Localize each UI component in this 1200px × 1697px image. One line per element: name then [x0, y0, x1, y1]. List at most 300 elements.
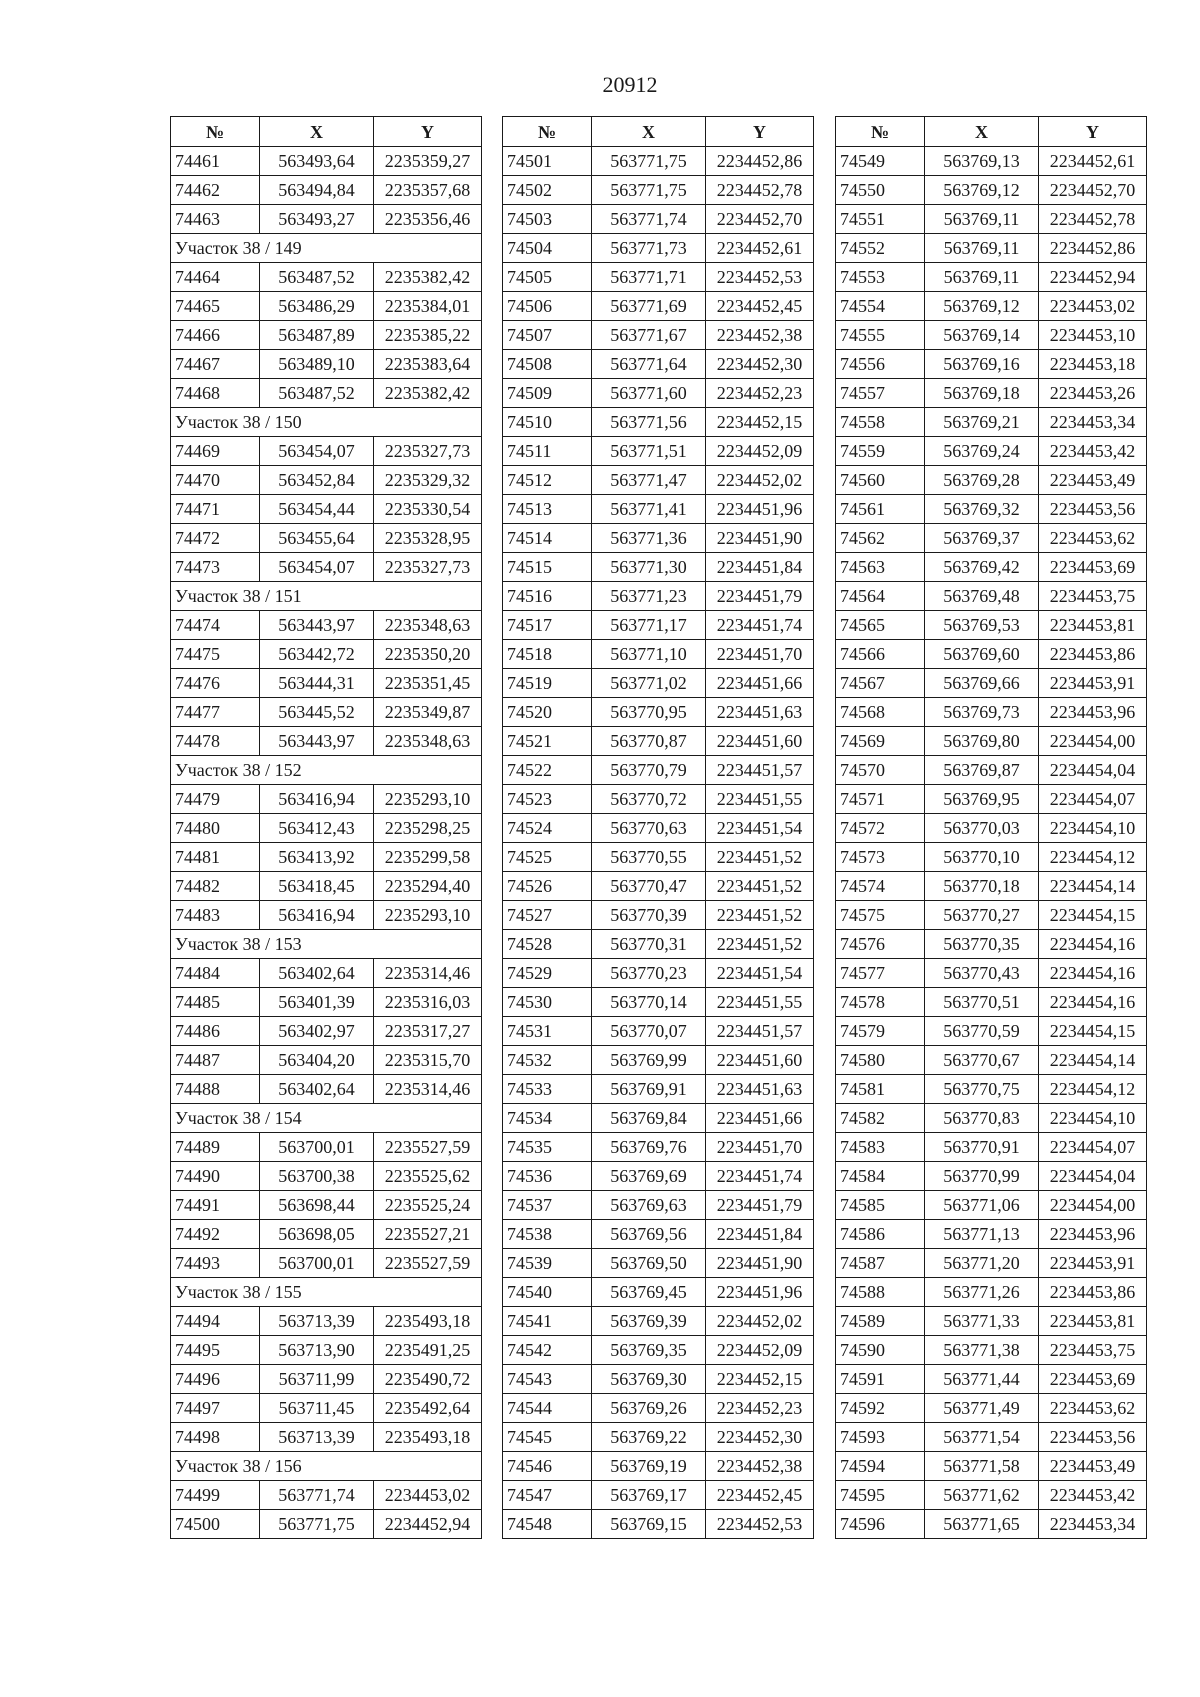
point-number-cell: 74511 — [503, 437, 592, 466]
y-coordinate-cell: 2234453,81 — [1039, 611, 1147, 640]
x-coordinate-cell: 563769,99 — [592, 1046, 706, 1075]
y-coordinate-cell: 2235492,64 — [374, 1394, 482, 1423]
x-coordinate-cell: 563771,54 — [925, 1423, 1039, 1452]
x-coordinate-cell: 563770,67 — [925, 1046, 1039, 1075]
x-coordinate-cell: 563700,01 — [260, 1249, 374, 1278]
section-label: Участок 38 / 153 — [171, 930, 482, 959]
x-coordinate-cell: 563769,22 — [592, 1423, 706, 1452]
table-row — [836, 1481, 1147, 1510]
point-number-cell: 74517 — [503, 611, 592, 640]
table-row — [503, 640, 814, 669]
section-row — [171, 1104, 482, 1133]
point-number-cell: 74569 — [836, 727, 925, 756]
table-row — [836, 814, 1147, 843]
point-number-cell: 74498 — [171, 1423, 260, 1452]
point-number-cell: 74469 — [171, 437, 260, 466]
y-coordinate-cell: 2235293,10 — [374, 785, 482, 814]
y-coordinate-cell: 2234452,09 — [706, 1336, 814, 1365]
x-coordinate-cell: 563770,43 — [925, 959, 1039, 988]
point-number-cell: 74508 — [503, 350, 592, 379]
y-coordinate-cell: 2234451,57 — [706, 1017, 814, 1046]
y-coordinate-cell: 2234451,70 — [706, 1133, 814, 1162]
point-number-cell: 74581 — [836, 1075, 925, 1104]
point-number-cell: 74587 — [836, 1249, 925, 1278]
point-number-cell: 74530 — [503, 988, 592, 1017]
point-number-cell: 74573 — [836, 843, 925, 872]
table-row — [171, 1423, 482, 1452]
point-number-cell: 74501 — [503, 147, 592, 176]
y-coordinate-cell: 2234453,18 — [1039, 350, 1147, 379]
table-row — [171, 611, 482, 640]
y-coordinate-cell: 2235348,63 — [374, 611, 482, 640]
x-coordinate-cell: 563700,38 — [260, 1162, 374, 1191]
point-number-cell: 74470 — [171, 466, 260, 495]
table-row — [503, 959, 814, 988]
y-coordinate-cell: 2235382,42 — [374, 379, 482, 408]
x-coordinate-cell: 563771,62 — [925, 1481, 1039, 1510]
point-number-cell: 74570 — [836, 756, 925, 785]
x-coordinate-cell: 563418,45 — [260, 872, 374, 901]
point-number-cell: 74532 — [503, 1046, 592, 1075]
table-row — [171, 843, 482, 872]
point-number-cell: 74567 — [836, 669, 925, 698]
table-row — [503, 292, 814, 321]
point-number-cell: 74473 — [171, 553, 260, 582]
x-coordinate-cell: 563713,39 — [260, 1423, 374, 1452]
table-row — [836, 1104, 1147, 1133]
x-coordinate-cell: 563489,10 — [260, 350, 374, 379]
y-coordinate-cell: 2234452,09 — [706, 437, 814, 466]
y-coordinate-cell: 2234454,07 — [1039, 1133, 1147, 1162]
table-row — [171, 1394, 482, 1423]
table-row — [836, 437, 1147, 466]
y-coordinate-cell: 2234452,53 — [706, 1510, 814, 1539]
x-coordinate-cell: 563698,05 — [260, 1220, 374, 1249]
y-coordinate-cell: 2234451,55 — [706, 988, 814, 1017]
table-row — [503, 1191, 814, 1220]
table-row — [171, 1307, 482, 1336]
point-number-cell: 74579 — [836, 1017, 925, 1046]
x-coordinate-cell: 563770,95 — [592, 698, 706, 727]
x-coordinate-cell: 563769,35 — [592, 1336, 706, 1365]
y-coordinate-cell: 2235327,73 — [374, 437, 482, 466]
x-coordinate-cell: 563770,10 — [925, 843, 1039, 872]
x-coordinate-cell: 563416,94 — [260, 901, 374, 930]
y-coordinate-cell: 2235525,24 — [374, 1191, 482, 1220]
x-coordinate-cell: 563770,03 — [925, 814, 1039, 843]
table-row — [503, 756, 814, 785]
point-number-cell: 74549 — [836, 147, 925, 176]
section-row — [171, 1452, 482, 1481]
y-coordinate-cell: 2235493,18 — [374, 1307, 482, 1336]
y-coordinate-cell: 2234451,63 — [706, 698, 814, 727]
table-row — [171, 1162, 482, 1191]
point-number-cell: 74543 — [503, 1365, 592, 1394]
table-row — [503, 1249, 814, 1278]
point-number-cell: 74518 — [503, 640, 592, 669]
y-coordinate-cell: 2235314,46 — [374, 959, 482, 988]
y-coordinate-cell: 2235383,64 — [374, 350, 482, 379]
table-row — [171, 785, 482, 814]
point-number-cell: 74541 — [503, 1307, 592, 1336]
y-coordinate-cell: 2234451,60 — [706, 1046, 814, 1075]
y-coordinate-cell: 2235385,22 — [374, 321, 482, 350]
table-row — [503, 466, 814, 495]
point-number-cell: 74525 — [503, 843, 592, 872]
table-row — [503, 408, 814, 437]
x-coordinate-cell: 563769,28 — [925, 466, 1039, 495]
table-row — [503, 698, 814, 727]
x-coordinate-cell: 563769,11 — [925, 205, 1039, 234]
x-coordinate-cell: 563713,90 — [260, 1336, 374, 1365]
x-coordinate-cell: 563769,76 — [592, 1133, 706, 1162]
y-coordinate-cell: 2234453,69 — [1039, 1365, 1147, 1394]
table-row — [836, 1307, 1147, 1336]
y-coordinate-cell: 2235329,32 — [374, 466, 482, 495]
x-coordinate-cell: 563769,21 — [925, 408, 1039, 437]
y-coordinate-cell: 2235314,46 — [374, 1075, 482, 1104]
y-coordinate-cell: 2234451,55 — [706, 785, 814, 814]
table-row — [836, 640, 1147, 669]
y-coordinate-cell: 2234452,30 — [706, 350, 814, 379]
point-number-cell: 74561 — [836, 495, 925, 524]
point-number-cell: 74482 — [171, 872, 260, 901]
point-number-cell: 74576 — [836, 930, 925, 959]
x-coordinate-cell: 563444,31 — [260, 669, 374, 698]
x-coordinate-cell: 563769,37 — [925, 524, 1039, 553]
y-coordinate-cell: 2234453,96 — [1039, 1220, 1147, 1249]
x-coordinate-cell: 563455,64 — [260, 524, 374, 553]
y-coordinate-cell: 2234454,16 — [1039, 959, 1147, 988]
point-number-cell: 74536 — [503, 1162, 592, 1191]
table-row — [503, 379, 814, 408]
y-coordinate-cell: 2234451,74 — [706, 611, 814, 640]
point-number-cell: 74555 — [836, 321, 925, 350]
point-number-cell: 74552 — [836, 234, 925, 263]
x-coordinate-cell: 563713,39 — [260, 1307, 374, 1336]
table-row — [836, 785, 1147, 814]
x-coordinate-cell: 563769,73 — [925, 698, 1039, 727]
y-coordinate-cell: 2235491,25 — [374, 1336, 482, 1365]
table-row — [171, 321, 482, 350]
point-number-cell: 74515 — [503, 553, 592, 582]
point-number-cell: 74492 — [171, 1220, 260, 1249]
y-coordinate-cell: 2235527,21 — [374, 1220, 482, 1249]
point-number-cell: 74461 — [171, 147, 260, 176]
table-row — [836, 379, 1147, 408]
table-row — [171, 1249, 482, 1278]
table-row — [836, 524, 1147, 553]
y-coordinate-cell: 2234451,84 — [706, 1220, 814, 1249]
point-number-cell: 74577 — [836, 959, 925, 988]
point-number-cell: 74553 — [836, 263, 925, 292]
point-number-cell: 74533 — [503, 1075, 592, 1104]
y-coordinate-cell: 2234451,60 — [706, 727, 814, 756]
x-coordinate-cell: 563770,23 — [592, 959, 706, 988]
y-coordinate-cell: 2234453,34 — [1039, 408, 1147, 437]
y-coordinate-cell: 2234454,10 — [1039, 814, 1147, 843]
header-number: № — [836, 117, 925, 147]
table-row — [836, 1162, 1147, 1191]
y-coordinate-cell: 2235327,73 — [374, 553, 482, 582]
point-number-cell: 74595 — [836, 1481, 925, 1510]
point-number-cell: 74590 — [836, 1336, 925, 1365]
point-number-cell: 74566 — [836, 640, 925, 669]
point-number-cell: 74522 — [503, 756, 592, 785]
x-coordinate-cell: 563771,64 — [592, 350, 706, 379]
point-number-cell: 74505 — [503, 263, 592, 292]
table-row — [171, 640, 482, 669]
y-coordinate-cell: 2234452,38 — [706, 1452, 814, 1481]
table-row — [503, 234, 814, 263]
table-row — [836, 756, 1147, 785]
point-number-cell: 74524 — [503, 814, 592, 843]
page-number: 20912 — [602, 72, 658, 97]
point-number-cell: 74497 — [171, 1394, 260, 1423]
y-coordinate-cell: 2234453,49 — [1039, 466, 1147, 495]
point-number-cell: 74537 — [503, 1191, 592, 1220]
point-number-cell: 74575 — [836, 901, 925, 930]
x-coordinate-cell: 563769,45 — [592, 1278, 706, 1307]
x-coordinate-cell: 563771,26 — [925, 1278, 1039, 1307]
x-coordinate-cell: 563769,24 — [925, 437, 1039, 466]
y-coordinate-cell: 2234453,26 — [1039, 379, 1147, 408]
y-coordinate-cell: 2234452,94 — [1039, 263, 1147, 292]
table-row — [503, 1336, 814, 1365]
y-coordinate-cell: 2234451,57 — [706, 756, 814, 785]
x-coordinate-cell: 563413,92 — [260, 843, 374, 872]
y-coordinate-cell: 2234452,61 — [706, 234, 814, 263]
x-coordinate-cell: 563771,75 — [592, 176, 706, 205]
point-number-cell: 74564 — [836, 582, 925, 611]
x-coordinate-cell: 563769,48 — [925, 582, 1039, 611]
x-coordinate-cell: 563771,75 — [592, 147, 706, 176]
y-coordinate-cell: 2234454,00 — [1039, 727, 1147, 756]
point-number-cell: 74503 — [503, 205, 592, 234]
x-coordinate-cell: 563770,18 — [925, 872, 1039, 901]
y-coordinate-cell: 2235384,01 — [374, 292, 482, 321]
y-coordinate-cell: 2235348,63 — [374, 727, 482, 756]
table-row — [836, 901, 1147, 930]
y-coordinate-cell: 2234451,96 — [706, 1278, 814, 1307]
table-row — [503, 1220, 814, 1249]
table-row — [836, 1423, 1147, 1452]
table-row — [171, 814, 482, 843]
y-coordinate-cell: 2234451,66 — [706, 669, 814, 698]
x-coordinate-cell: 563770,59 — [925, 1017, 1039, 1046]
y-coordinate-cell: 2234451,52 — [706, 930, 814, 959]
y-coordinate-cell: 2235317,27 — [374, 1017, 482, 1046]
point-number-cell: 74491 — [171, 1191, 260, 1220]
table-row — [836, 611, 1147, 640]
y-coordinate-cell: 2234452,78 — [1039, 205, 1147, 234]
table-row — [171, 727, 482, 756]
x-coordinate-cell: 563770,31 — [592, 930, 706, 959]
x-coordinate-cell: 563770,83 — [925, 1104, 1039, 1133]
x-coordinate-cell: 563452,84 — [260, 466, 374, 495]
section-row — [171, 1278, 482, 1307]
point-number-cell: 74559 — [836, 437, 925, 466]
point-number-cell: 74591 — [836, 1365, 925, 1394]
table-row — [171, 959, 482, 988]
table-row — [836, 1336, 1147, 1365]
x-coordinate-cell: 563769,56 — [592, 1220, 706, 1249]
point-number-cell: 74583 — [836, 1133, 925, 1162]
header-x: X — [260, 117, 374, 147]
table-row — [503, 350, 814, 379]
table-header-row — [503, 117, 814, 147]
y-coordinate-cell: 2234453,49 — [1039, 1452, 1147, 1481]
table-row — [171, 698, 482, 727]
x-coordinate-cell: 563771,71 — [592, 263, 706, 292]
point-number-cell: 74545 — [503, 1423, 592, 1452]
point-number-cell: 74565 — [836, 611, 925, 640]
y-coordinate-cell: 2234452,02 — [706, 466, 814, 495]
point-number-cell: 74520 — [503, 698, 592, 727]
y-coordinate-cell: 2234451,54 — [706, 959, 814, 988]
point-number-cell: 74588 — [836, 1278, 925, 1307]
point-number-cell: 74521 — [503, 727, 592, 756]
point-number-cell: 74477 — [171, 698, 260, 727]
point-number-cell: 74596 — [836, 1510, 925, 1539]
x-coordinate-cell: 563769,87 — [925, 756, 1039, 785]
header-x: X — [925, 117, 1039, 147]
x-coordinate-cell: 563442,72 — [260, 640, 374, 669]
x-coordinate-cell: 563700,01 — [260, 1133, 374, 1162]
section-label: Участок 38 / 150 — [171, 408, 482, 437]
x-coordinate-cell: 563711,45 — [260, 1394, 374, 1423]
y-coordinate-cell: 2235356,46 — [374, 205, 482, 234]
x-coordinate-cell: 563770,47 — [592, 872, 706, 901]
header-x: X — [592, 117, 706, 147]
x-coordinate-cell: 563769,95 — [925, 785, 1039, 814]
y-coordinate-cell: 2234452,86 — [706, 147, 814, 176]
y-coordinate-cell: 2235350,20 — [374, 640, 482, 669]
point-number-cell: 74495 — [171, 1336, 260, 1365]
x-coordinate-cell: 563771,67 — [592, 321, 706, 350]
y-coordinate-cell: 2234453,75 — [1039, 1336, 1147, 1365]
y-coordinate-cell: 2234453,69 — [1039, 553, 1147, 582]
x-coordinate-cell: 563769,69 — [592, 1162, 706, 1191]
x-coordinate-cell: 563493,27 — [260, 205, 374, 234]
x-coordinate-cell: 563770,55 — [592, 843, 706, 872]
x-coordinate-cell: 563771,58 — [925, 1452, 1039, 1481]
x-coordinate-cell: 563494,84 — [260, 176, 374, 205]
x-coordinate-cell: 563771,74 — [260, 1481, 374, 1510]
header-y: Y — [1039, 117, 1147, 147]
y-coordinate-cell: 2234453,75 — [1039, 582, 1147, 611]
y-coordinate-cell: 2234451,52 — [706, 872, 814, 901]
point-number-cell: 74548 — [503, 1510, 592, 1539]
y-coordinate-cell: 2234453,86 — [1039, 1278, 1147, 1307]
table-row — [503, 1017, 814, 1046]
point-number-cell: 74592 — [836, 1394, 925, 1423]
table-row — [171, 176, 482, 205]
y-coordinate-cell: 2234452,70 — [706, 205, 814, 234]
table-row — [503, 785, 814, 814]
table-row — [836, 553, 1147, 582]
table-row — [836, 1191, 1147, 1220]
coordinates-table-2 — [502, 116, 814, 1539]
point-number-cell: 74535 — [503, 1133, 592, 1162]
y-coordinate-cell: 2235527,59 — [374, 1133, 482, 1162]
header-y: Y — [706, 117, 814, 147]
header-number: № — [503, 117, 592, 147]
point-number-cell: 74486 — [171, 1017, 260, 1046]
point-number-cell: 74499 — [171, 1481, 260, 1510]
x-coordinate-cell: 563771,65 — [925, 1510, 1039, 1539]
table-row — [836, 698, 1147, 727]
table-row — [836, 988, 1147, 1017]
table-row — [171, 350, 482, 379]
x-coordinate-cell: 563769,63 — [592, 1191, 706, 1220]
point-number-cell: 74589 — [836, 1307, 925, 1336]
table-row — [836, 669, 1147, 698]
table-row — [503, 930, 814, 959]
y-coordinate-cell: 2234452,15 — [706, 408, 814, 437]
x-coordinate-cell: 563769,18 — [925, 379, 1039, 408]
point-number-cell: 74483 — [171, 901, 260, 930]
table-row — [836, 959, 1147, 988]
table-row — [503, 1046, 814, 1075]
x-coordinate-cell: 563487,52 — [260, 379, 374, 408]
x-coordinate-cell: 563771,36 — [592, 524, 706, 553]
y-coordinate-cell: 2234451,96 — [706, 495, 814, 524]
table-row — [171, 1481, 482, 1510]
y-coordinate-cell: 2234454,15 — [1039, 901, 1147, 930]
x-coordinate-cell: 563771,33 — [925, 1307, 1039, 1336]
y-coordinate-cell: 2234452,45 — [706, 1481, 814, 1510]
table-row — [503, 495, 814, 524]
table-row — [836, 147, 1147, 176]
section-label: Участок 38 / 151 — [171, 582, 482, 611]
table-row — [171, 1336, 482, 1365]
table-row — [171, 437, 482, 466]
table-header-row — [836, 117, 1147, 147]
point-number-cell: 74485 — [171, 988, 260, 1017]
table-row — [836, 234, 1147, 263]
table-row — [503, 814, 814, 843]
x-coordinate-cell: 563404,20 — [260, 1046, 374, 1075]
table-row — [836, 1017, 1147, 1046]
table-row — [836, 1510, 1147, 1539]
x-coordinate-cell: 563769,12 — [925, 176, 1039, 205]
point-number-cell: 74512 — [503, 466, 592, 495]
point-number-cell: 74578 — [836, 988, 925, 1017]
y-coordinate-cell: 2234452,15 — [706, 1365, 814, 1394]
table-row — [171, 872, 482, 901]
point-number-cell: 74528 — [503, 930, 592, 959]
y-coordinate-cell: 2235493,18 — [374, 1423, 482, 1452]
point-number-cell: 74574 — [836, 872, 925, 901]
y-coordinate-cell: 2234453,86 — [1039, 640, 1147, 669]
point-number-cell: 74544 — [503, 1394, 592, 1423]
x-coordinate-cell: 563771,60 — [592, 379, 706, 408]
x-coordinate-cell: 563771,51 — [592, 437, 706, 466]
section-label: Участок 38 / 156 — [171, 1452, 482, 1481]
x-coordinate-cell: 563771,06 — [925, 1191, 1039, 1220]
table-row — [836, 582, 1147, 611]
table-row — [503, 1133, 814, 1162]
point-number-cell: 74571 — [836, 785, 925, 814]
table-row — [171, 1046, 482, 1075]
x-coordinate-cell: 563770,87 — [592, 727, 706, 756]
table-row — [503, 901, 814, 930]
table-row — [836, 263, 1147, 292]
table-row — [503, 669, 814, 698]
y-coordinate-cell: 2235351,45 — [374, 669, 482, 698]
table-row — [503, 611, 814, 640]
